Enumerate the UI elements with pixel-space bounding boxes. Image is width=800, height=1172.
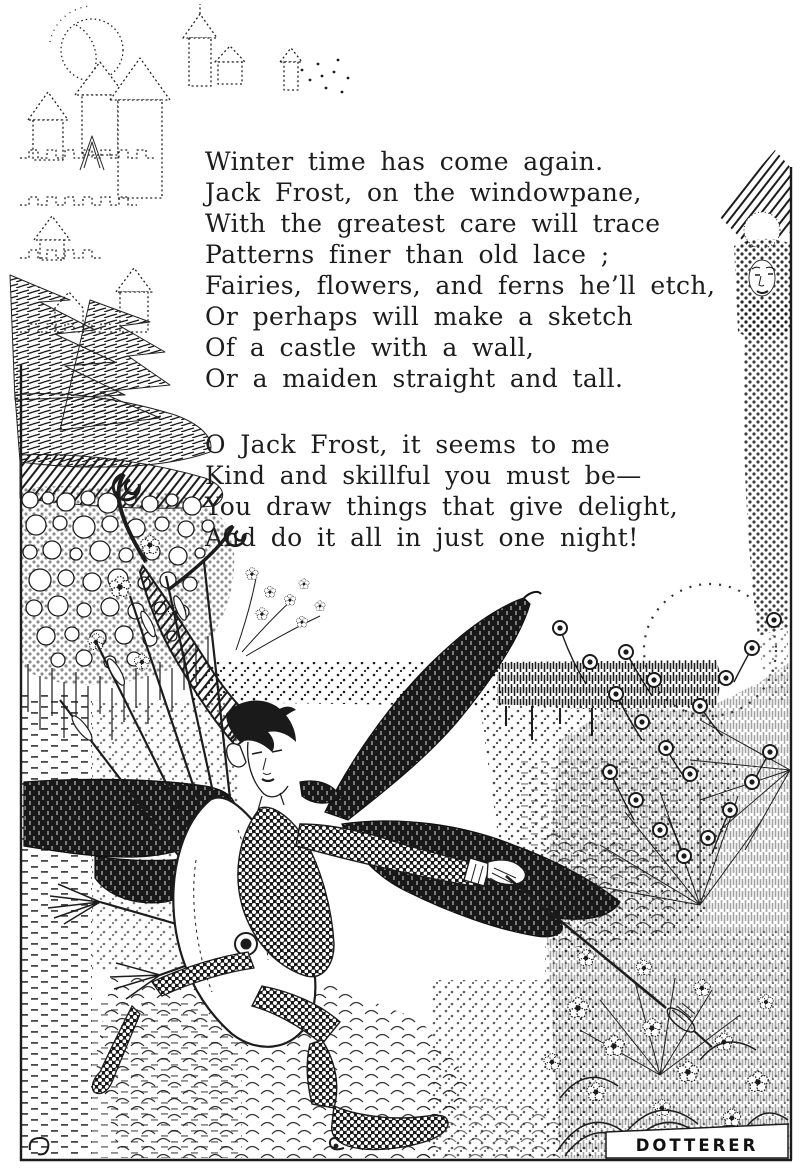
elf-face [248, 742, 288, 810]
poem-line: Or a maiden straight and tall. [205, 364, 624, 393]
poem-line: Winter time has come again. [205, 147, 604, 176]
crescent-moon-icon [50, 6, 123, 81]
fir-trees [10, 275, 223, 508]
poem-line: With the greatest care will trace [205, 209, 661, 238]
poem-line: And do it all in just one night! [205, 523, 639, 552]
poem-line: O Jack Frost, it seems to me [205, 430, 611, 459]
poem-line: Fairies, flowers, and ferns he’ll etch, [205, 271, 716, 300]
poem-stanza-2 [205, 429, 678, 553]
poem-line: You draw things that give delight, [205, 492, 679, 521]
poem-line: Of a castle with a wall, [205, 333, 535, 362]
poem-line: Kind and skillful you must be— [205, 461, 642, 490]
flower-sprigs [236, 578, 320, 656]
signature-text: DOTTERER [635, 1136, 759, 1155]
poem-line: Jack Frost, on the windowpane, [205, 178, 642, 207]
poem-line: Patterns finer than old lace ; [205, 240, 610, 269]
poem-stanza-1 [205, 146, 715, 394]
poem-line: Or perhaps will make a sketch [205, 302, 634, 331]
